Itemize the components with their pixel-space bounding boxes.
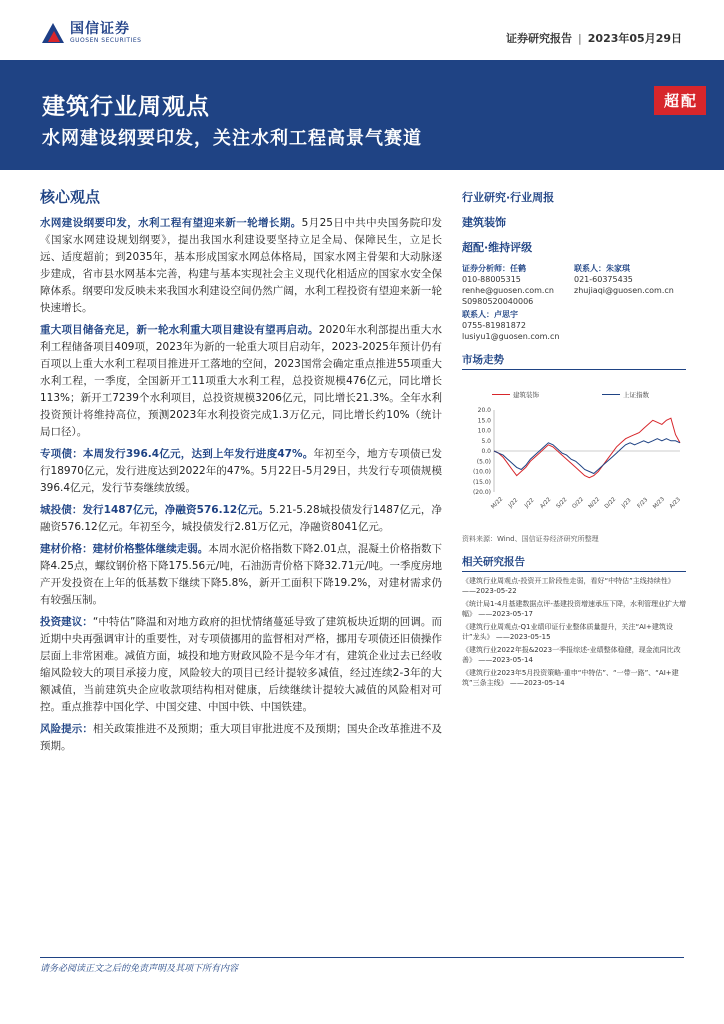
chart-source: 资料来源：Wind、国信证券经济研究所整理 — [462, 535, 599, 543]
paragraph-text: 5.21-5.28城投债发行1487亿元，净融资576.12亿元。年初至今，城投债发行2.81万亿元，净融资8041亿元。 — [40, 504, 442, 533]
report-title: 建筑行业周观点 — [42, 94, 210, 120]
core-paragraph — [40, 215, 442, 317]
contact-name: 卢思宇 — [494, 310, 518, 319]
y-tick-label: 5.0 — [481, 437, 491, 445]
x-tick-label: J/22 — [523, 497, 536, 510]
industry-name: 建筑装饰 — [462, 216, 506, 229]
paragraph-text: 相关政策推进不及预期；重大项目审批进度不及预期；国央企改革推进不及预期。 — [40, 723, 442, 752]
core-views-title: 核心观点 — [40, 188, 101, 206]
x-tick-label: A/23 — [668, 496, 682, 510]
x-tick-label: A/22 — [539, 496, 553, 510]
y-tick-label: 10.0 — [477, 427, 491, 435]
series-line — [494, 439, 680, 474]
y-tick-label: 15.0 — [477, 417, 491, 425]
legend-label: 建筑装饰 — [513, 391, 539, 399]
paragraph-lead: 重大项目储备充足，新一轮水利重大项目建设有望再启动。 — [40, 324, 319, 336]
paragraph-lead: 建材价格：建材价格整体继续走弱。 — [40, 543, 209, 555]
x-tick-label: M/22 — [490, 496, 505, 511]
analyst-cert: S0980520040006 — [462, 297, 534, 306]
core-paragraph — [40, 721, 442, 755]
market-trend-chart — [462, 374, 686, 532]
core-paragraph — [40, 322, 442, 441]
y-tick-label: (10.0) — [472, 468, 491, 476]
related-reports-title: 相关研究报告 — [462, 554, 686, 572]
rating-badge: 超配 — [654, 86, 706, 115]
x-tick-label: M/23 — [652, 496, 667, 511]
paragraph-text: “中特估”降温和对地方政府的担忧情绪蔓延导致了建筑板块近期的回调。而近期中央再强调审计的重要性，对专项债挪用的监督相对严格，挪用专项债还旧债操作层面上非常困难。减值方面，城投和地方财政风险不是今年才有，建筑企业过去已经收缩风险较大的项目承接力度，风险较大的项目已经计提较多减值，经过连续2-3年的大额减值，当前建筑央企应收款项结构相对健康，后续继续计提较大减值的风险相对可控。重点推荐中国化学、中国交建、中国中铁、中国铁建。 — [40, 616, 442, 713]
contact-info — [574, 263, 686, 307]
paragraph-lead: 专项债：本周发行396.4亿元，达到上年发行进度47%。 — [40, 448, 314, 460]
paragraph-text: 本周水泥价格指数下降2.01点，混凝土价格指数下降4.25点，螺纹钢价格下降175.56元/吨，石油沥青价格下降32.71元/吨。一季度房地产开发投资在上年的低基数下继续下降5.8%，新开工面积下降19.2%，对建材需求仍有较强压制。 — [40, 543, 442, 606]
x-tick-label: N/22 — [587, 496, 602, 510]
sidebar — [462, 189, 686, 691]
analyst-label: 证券分析师： — [462, 264, 510, 273]
core-paragraph — [40, 614, 442, 716]
x-tick-label: O/22 — [571, 496, 585, 511]
paragraph-lead: 风险提示： — [40, 723, 93, 735]
paragraph-lead: 城投债：发行1487亿元，净融资576.12亿元。 — [40, 504, 270, 516]
report-subtitle: 水网建设纲要印发，关注水利工程高景气赛道 — [42, 128, 422, 149]
analyst-email[interactable]: renhe@guosen.com.cn — [462, 286, 554, 295]
market-trend-title: 市场走势 — [462, 352, 686, 370]
contact-email[interactable]: zhujiaqi@guosen.com.cn — [574, 286, 674, 295]
x-tick-label: J/22 — [507, 497, 520, 510]
x-tick-label: F/23 — [636, 496, 650, 510]
analyst-name: 任鹤 — [510, 264, 526, 273]
contact-phone: 0755-81981872 — [462, 321, 526, 330]
x-tick-label: J/23 — [620, 497, 633, 510]
y-tick-label: 0.0 — [481, 448, 491, 455]
related-report-link[interactable]: 《建筑行业周观点-Q1业绩印证行业整体质量提升，关注“AI+建筑设计”龙头》 ——2023-05-15 — [462, 623, 673, 641]
title-banner — [0, 60, 724, 170]
y-tick-label: (20.0) — [472, 489, 491, 496]
rating-status: 超配·维持评级 — [462, 241, 533, 254]
report-date: 2023年05月29日 — [587, 32, 682, 45]
analyst-info — [462, 263, 574, 307]
related-reports-list — [462, 576, 686, 688]
logo-name: 国信证券 — [70, 21, 130, 37]
paragraph-lead: 投资建议： — [40, 616, 93, 628]
x-tick-label: S/22 — [555, 496, 569, 510]
contact-label: 联系人： — [462, 310, 494, 319]
paragraph-text: 5月25日中共中央国务院印发《国家水网建设规划纲要》，提出我国水利建设要坚持立足全局、保障民生，立足长远、适度超前；到2035年，基本形成国家水网总体格局，国家水网主骨架和大动脉逐步建成，省市县水网基本完善，构建与基本实现社会主义现代化相适应的国家水安全保障体系。纲要印发反映未来我国水利建设空间仍然广阔，水利工程投资有望迎来新一轮快速增长。 — [40, 217, 442, 314]
y-tick-label: (5.0) — [476, 458, 491, 466]
paragraph-text: 2020年水利部提出重大水利工程储备项目409项，2023年为新的一轮重大项目启动年，2023-2025年预计仍有百项以上重大水利工程项目推进开工落地的空间，2023国常会确定重点推进55项重大水利工程，一季度，全国新开工11项重大水利工程，总投资规模476亿元，同比增长113%；新开工7239个水利项目，总投资规模3206亿元，同比增长21.3%。全年水利投资预计将维持高位，预测2023年水利投资完成1.3万亿元，同比增长约10%（统计局口径）。 — [40, 324, 442, 438]
core-paragraph — [40, 446, 442, 497]
contact-label: 联系人： — [574, 264, 606, 273]
report-category: 行业研究·行业周报 — [462, 191, 555, 204]
related-report-link[interactable]: 《建筑行业2023年5月投资策略-重申“中特估”、“一带一路”、“AI+建筑”三条主线》 ——2023-05-14 — [462, 669, 679, 687]
core-paragraph — [40, 502, 442, 536]
trend-plot — [462, 374, 686, 532]
related-report-link[interactable]: 《建筑行业周观点-投资开工阶段性走弱，看好“中特估”主线持续性》 ——2023-05-22 — [462, 577, 675, 595]
logo-mark-icon — [42, 23, 64, 45]
page-header — [0, 0, 724, 60]
logo-english: GUOSEN SECURITIES — [70, 37, 142, 44]
core-views — [40, 186, 442, 760]
analyst-block — [462, 263, 686, 307]
analyst-phone: 010-88005315 — [462, 275, 521, 284]
y-tick-label: 20.0 — [477, 407, 491, 414]
legend-label: 上证指数 — [623, 391, 649, 399]
related-report-link[interactable]: 《建筑行业2022年报&2023一季报综述-业绩整体稳健，现金流同比改善》 ——2023-05-14 — [462, 646, 681, 664]
footer-disclaimer: 请务必阅读正文之后的免责声明及其项下所有内容 — [40, 957, 684, 974]
company-logo — [42, 22, 141, 45]
meta-divider: | — [578, 32, 582, 45]
x-tick-label: D/22 — [603, 496, 618, 511]
core-paragraph — [40, 541, 442, 609]
contact-email[interactable]: lusiyu1@guosen.com.cn — [462, 332, 560, 341]
report-meta — [506, 30, 682, 46]
contact-phone: 021-60375435 — [574, 275, 633, 284]
y-tick-label: (15.0) — [472, 478, 491, 486]
paragraph-text: 年初至今，地方专项债已发行18970亿元，发行进度达到2022年的47%。5月22日-5月29日，共发行专项债规模396.4亿元，发行节奏继续放缓。 — [40, 448, 442, 494]
contact-name: 朱家琪 — [606, 264, 630, 273]
related-report-link[interactable]: 《统计局1-4月基建数据点评-基建投资增速承压下降，水利管理业扩大增幅》 ——2023-05-17 — [462, 600, 686, 618]
contact-info-2 — [462, 309, 686, 342]
paragraph-lead: 水网建设纲要印发，水利工程有望迎来新一轮增长期。 — [40, 217, 302, 229]
report-type: 证券研究报告 — [506, 32, 573, 45]
